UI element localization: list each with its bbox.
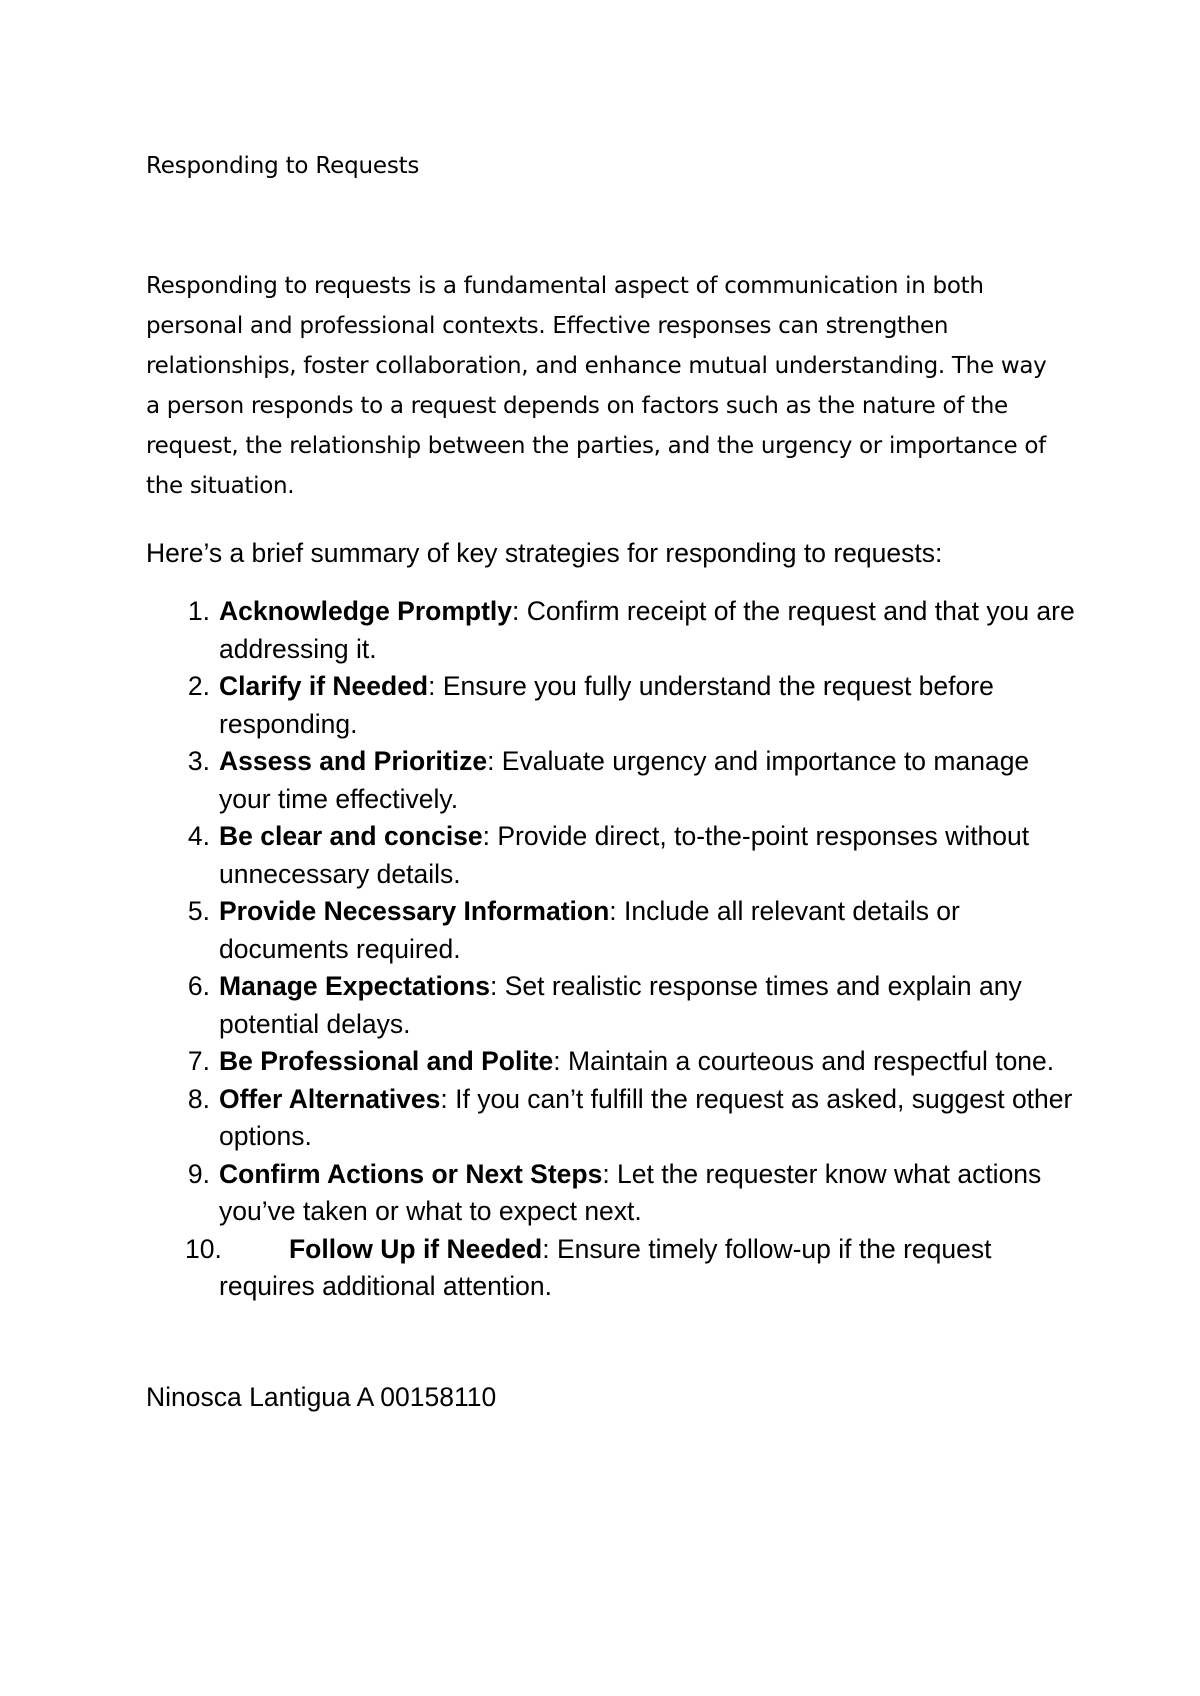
strategy-number: 9. [187,1158,210,1189]
strategy-term: Be Professional and Polite [219,1046,554,1076]
strategy-description: : Set realistic response times and explain any potential delays. [219,971,1022,1039]
strategy-item [146,1156,1076,1231]
strategy-description: : Provide direct, to-the-point responses without unnecessary details. [219,821,1030,889]
strategy-description: : Confirm receipt of the request and that you are addressing it. [219,596,1075,664]
document-title: Responding to Requests [146,153,420,179]
strategy-term: Confirm Actions or Next Steps [219,1158,603,1189]
strategy-description: : Evaluate urgency and importance to manage your time effectively. [219,746,1030,814]
strategy-item [146,1231,1076,1306]
strategy-item [146,893,1076,968]
strategy-term: Offer Alternatives [219,1083,441,1114]
strategy-item [146,743,1076,818]
strategy-term: Acknowledge Promptly [219,596,513,626]
strategy-description: : Ensure you fully understand the request before responding. [219,671,994,739]
strategy-description: : Ensure timely follow-up if the request requires additional attention. [219,1233,992,1301]
strategy-description: : If you can’t fulfill the request as asked, suggest other options. [219,1083,1073,1151]
summary-lead: Here’s a brief summary of key strategies for responding to requests: [146,538,943,568]
strategy-term: Clarify if Needed [219,671,429,701]
strategy-number: 1. [187,596,210,626]
intro-paragraph: Responding to requests is a fundamental aspect of communication in both personal and professional contexts. Effective responses can strengthen relationships, foster collaboration, and enhance mutual understanding. The way a person responds to a request depends on factors such as the nature of the request, the relationship between the parties, and the urgency or importance of the situation. [146,273,1047,499]
strategy-description: : Let the requester know what actions you’ve taken or what to expect next. [219,1158,1042,1226]
strategy-item [146,968,1076,1043]
strategy-number: 8. [187,1083,210,1114]
strategy-number: 5. [187,896,210,926]
strategy-number: 2. [187,671,210,701]
strategy-description: : Maintain a courteous and respectful tone. [553,1046,1055,1076]
strategy-number: 10. [185,1233,222,1264]
strategy-number: 3. [187,746,210,776]
strategy-term: Manage Expectations [219,971,490,1001]
strategy-term: Be clear and concise [219,821,483,851]
strategy-term: Assess and Prioritize [219,746,488,776]
strategy-item [146,668,1076,743]
strategy-number: 6. [187,971,210,1001]
strategy-item [146,593,1076,668]
strategy-item [146,1081,1076,1156]
strategy-term: Provide Necessary Information [219,896,610,926]
strategy-number: 4. [187,821,210,851]
strategy-term: Follow Up if Needed [289,1233,543,1264]
strategy-number: 7. [187,1046,210,1076]
strategy-list [146,593,1076,1306]
author-signature-line: Ninosca Lantigua A 00158110 [146,1382,497,1412]
strategy-description: : Include all relevant details or documents required. [219,896,960,964]
strategy-item [146,818,1076,893]
strategy-item [146,1043,1076,1081]
